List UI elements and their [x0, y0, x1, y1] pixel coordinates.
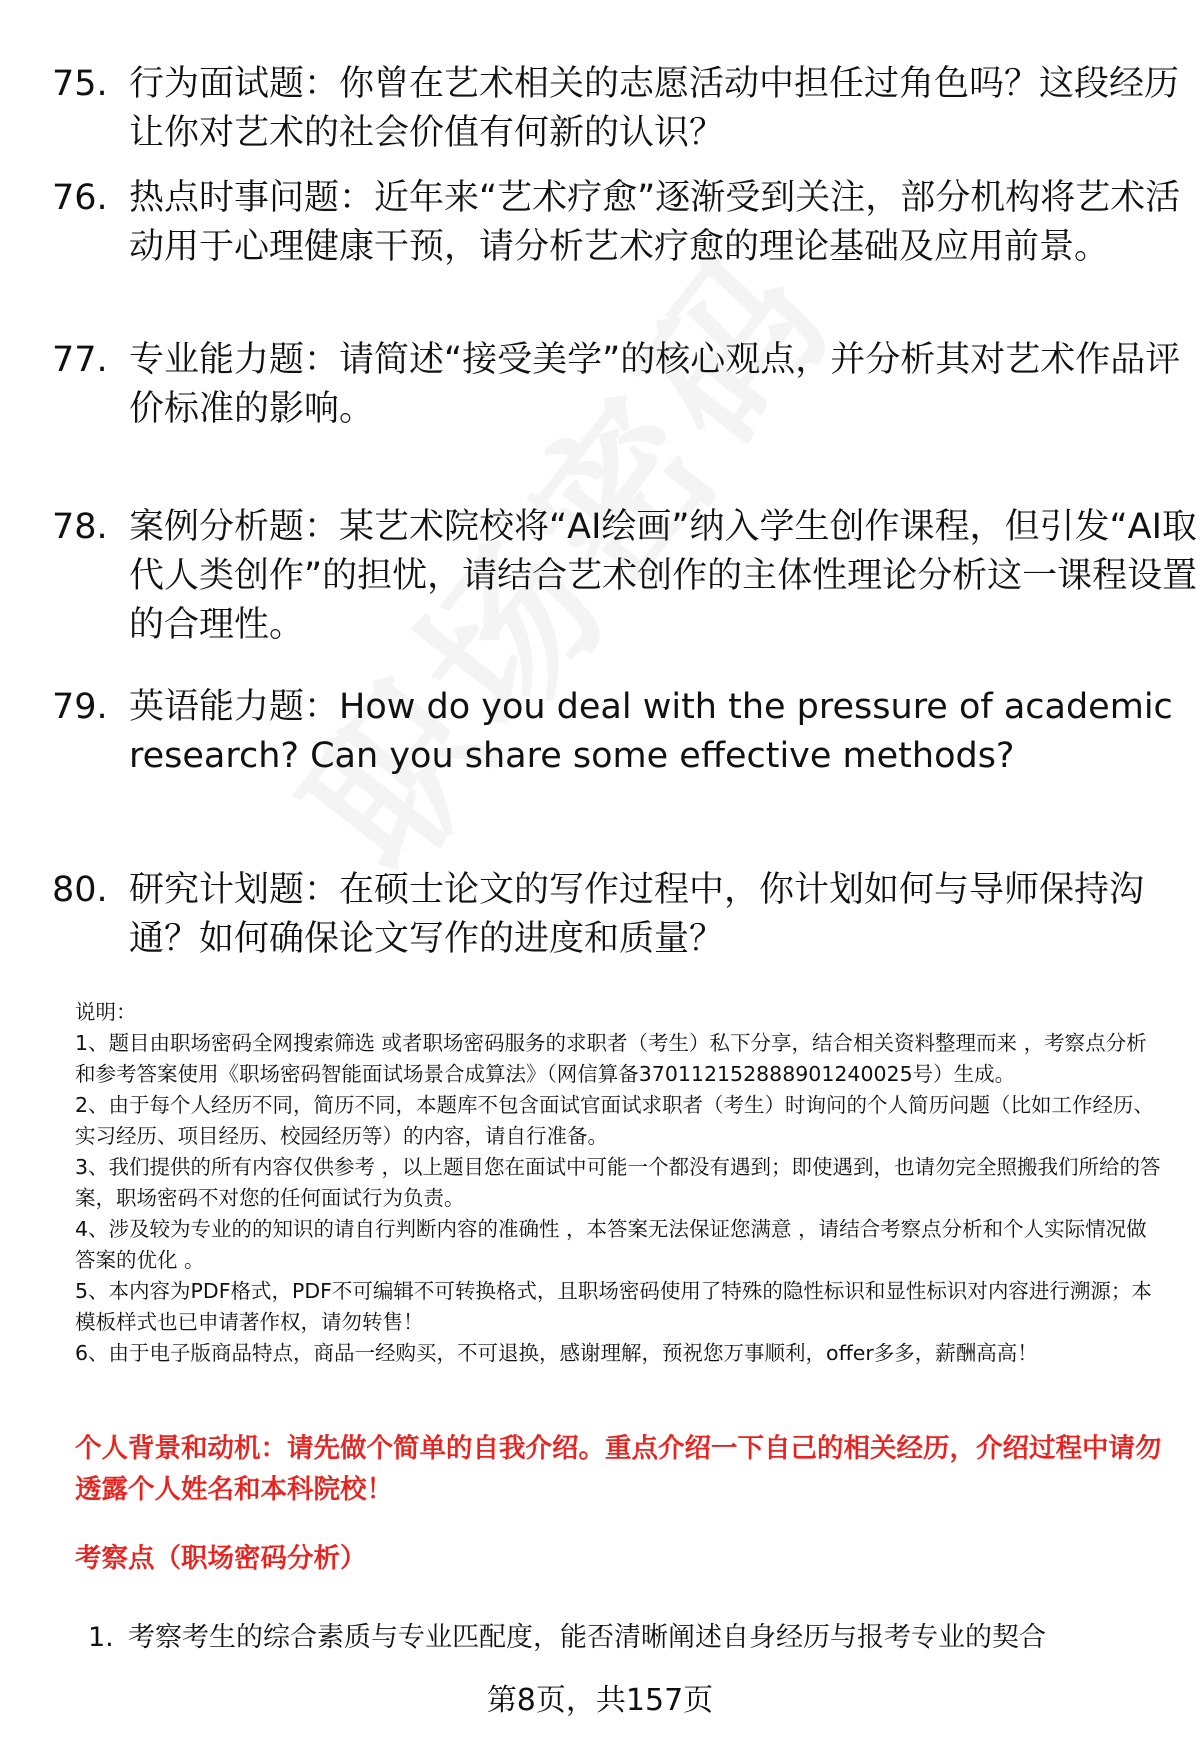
question-79: [52, 683, 1173, 781]
question-text: 专业能力题：请简述“接受美学”的核心观点，并分析其对艺术作品评价标准的影响。: [129, 340, 1181, 429]
question-number: 77.: [52, 340, 108, 380]
analysis-point-text: 考察考生的综合素质与专业匹配度，能否清晰阐述自身经历与报考专业的契合: [128, 1622, 1046, 1653]
question-number: 76.: [52, 178, 108, 218]
notes-section: [75, 997, 1165, 1369]
question-number: 80.: [52, 870, 108, 910]
question-77: [52, 336, 1181, 434]
note-item: 5、本内容为PDF格式，PDF不可编辑不可转换格式，且职场密码使用了特殊的隐性标识和显性标识对内容进行溯源；本模板样式也已申请著作权，请勿转售！: [75, 1279, 1152, 1334]
question-text: 研究计划题：在硕士论文的写作过程中，你计划如何与导师保持沟通？如何确保论文写作的进度和质量？: [129, 870, 1145, 959]
question-80: [52, 866, 1152, 964]
question-text: 案例分析题：某艺术院校将“AI绘画”纳入学生创作课程，但引发“AI取代人类创作”的担忧，请结合艺术创作的主体性理论分析这一课程设置的合理性。: [129, 507, 1198, 645]
question-76: [52, 174, 1181, 272]
question-75: [52, 60, 1180, 158]
question-number: 78.: [52, 507, 108, 547]
page-footer: 第8页，共157页: [486, 1683, 714, 1718]
question-number: 79.: [52, 687, 108, 727]
background-question: 个人背景和动机：请先做个简单的自我介绍。重点介绍一下自己的相关经历，介绍过程中请勿透露个人姓名和本科院校！: [75, 1433, 1162, 1505]
question-text: 行为面试题：你曾在艺术相关的志愿活动中担任过角色吗？这段经历让你对艺术的社会价值有何新的认识？: [129, 64, 1180, 153]
note-item: 2、由于每个人经历不同，简历不同，本题库不包含面试官面试求职者（考生）时询问的个人简历问题（比如工作经历、实习经历、项目经历、校园经历等）的内容，请自行准备。: [75, 1093, 1155, 1148]
analysis-point: [88, 1618, 1168, 1658]
question-text: 热点时事问题：近年来“艺术疗愈”逐渐受到关注，部分机构将艺术活动用于心理健康干预，请分析艺术疗愈的理论基础及应用前景。: [129, 178, 1181, 267]
note-item: 6、由于电子版商品特点，商品一经购买，不可退换，感谢理解，预祝您万事顺利，offer多多，薪酬高高！: [75, 1341, 1038, 1365]
note-item: 3、我们提供的所有内容仅供参考 ，以上题目您在面试中可能一个都没有遇到；即使遇到，也请勿完全照搬我们所给的答案，职场密码不对您的任何面试行为负责。: [75, 1155, 1161, 1210]
note-item: 1、题目由职场密码全网搜索筛选 或者职场密码服务的求职者（考生）私下分享，结合相关资料整理而来 ，考察点分析和参考答案使用《职场密码智能面试场景合成算法》（网信算备370112152888901240025号）生成。: [75, 1031, 1147, 1086]
note-item: 4、涉及较为专业的的知识的请自行判断内容的准确性 ，本答案无法保证您满意 ，请结合考察点分析和个人实际情况做答案的优化 。: [75, 1217, 1147, 1272]
analysis-point-number: 1.: [88, 1622, 114, 1653]
question-78: [52, 503, 1198, 650]
notes-title: 说明：: [75, 1000, 137, 1024]
analysis-title: 考察点（职场密码分析）: [75, 1543, 367, 1574]
question-number: 75.: [52, 64, 108, 104]
question-text: 英语能力题：How do you deal with the pressure of academic research? Can you share some effective methods?: [129, 687, 1173, 776]
